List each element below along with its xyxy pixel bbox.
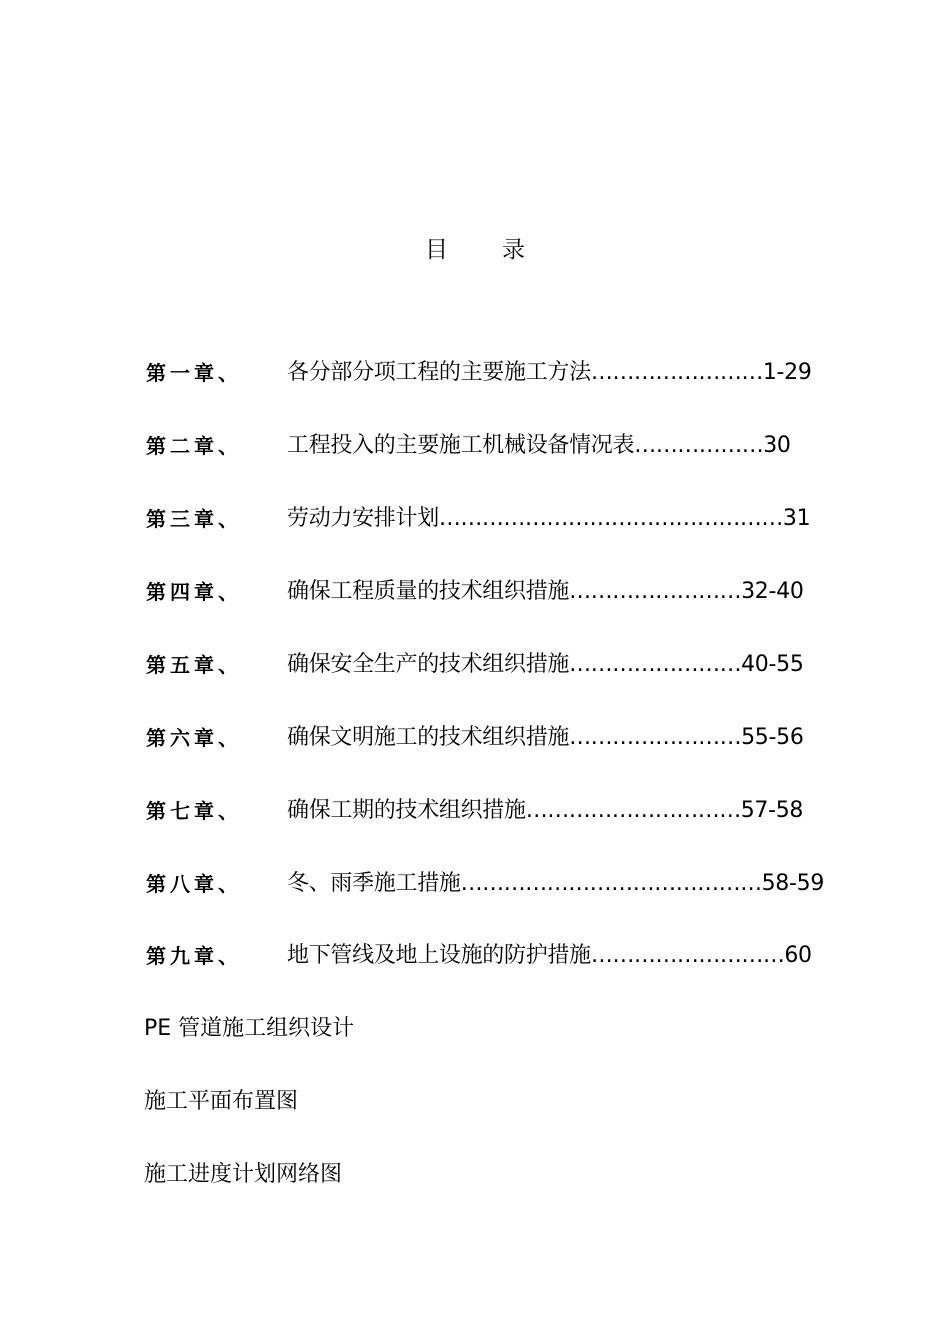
toc-chapter-label: 第六章、 bbox=[146, 726, 242, 750]
toc-chapter-label: 第八章、 bbox=[146, 872, 242, 896]
toc-chapter-label: 第七章、 bbox=[146, 799, 242, 823]
toc-extra-item: 施工平面布置图 bbox=[144, 1089, 299, 1114]
toc-extra-item: PE 管道施工组织设计 bbox=[144, 1016, 355, 1041]
toc-extra-item: 施工进度计划网络图 bbox=[144, 1162, 343, 1187]
toc-entry-text: 劳动力安排计划…………………………………………31 bbox=[287, 506, 811, 531]
toc-chapter-label: 第三章、 bbox=[146, 507, 242, 531]
toc-entry-text: 地下管线及地上设施的防护措施………………………60 bbox=[287, 943, 812, 968]
toc-chapter-label: 第二章、 bbox=[146, 434, 242, 458]
toc-entry-text: 确保工期的技术组织措施…………………………57-58 bbox=[287, 798, 804, 823]
toc-chapter-label: 第一章、 bbox=[146, 361, 242, 385]
toc-entry-text: 确保安全生产的技术组织措施……………………40-55 bbox=[287, 652, 804, 677]
toc-chapter-label: 第五章、 bbox=[146, 653, 242, 677]
toc-heading-right: 录 bbox=[502, 237, 525, 263]
toc-entry-text: 确保文明施工的技术组织措施……………………55-56 bbox=[287, 725, 804, 750]
toc-entry-text: 各分部分项工程的主要施工方法……………………1-29 bbox=[287, 360, 812, 385]
toc-entry-text: 冬、雨季施工措施……………………………………58-59 bbox=[287, 871, 825, 896]
toc-entry-text: 工程投入的主要施工机械设备情况表………………30 bbox=[287, 433, 791, 458]
toc-heading bbox=[0, 232, 950, 268]
toc-chapter-label: 第四章、 bbox=[146, 580, 242, 604]
toc-entry-text: 确保工程质量的技术组织措施……………………32-40 bbox=[287, 579, 804, 604]
toc-heading-left: 目 bbox=[425, 237, 448, 263]
toc-chapter-label: 第九章、 bbox=[146, 944, 242, 968]
